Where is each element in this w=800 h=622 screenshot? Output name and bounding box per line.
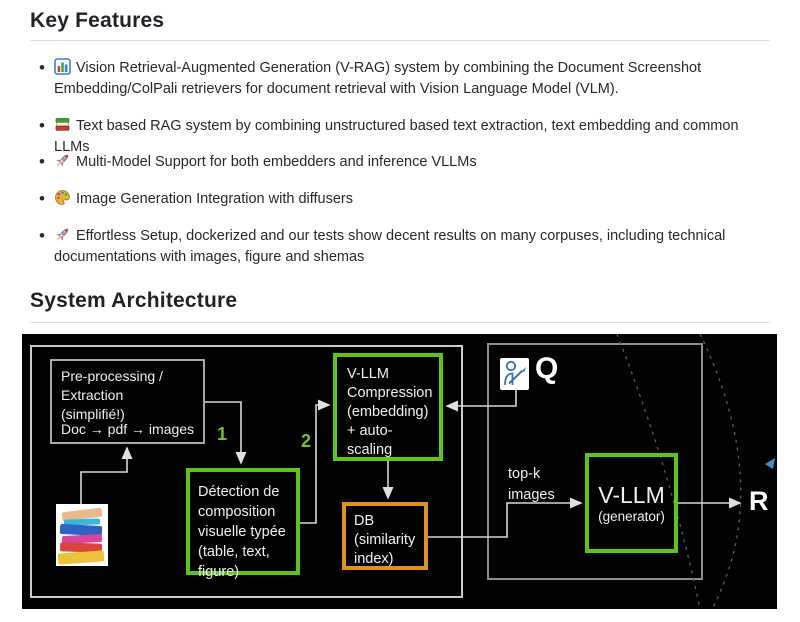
feature-text: Effortless Setup, dockerized and our tests show decent results on many corpuses, including technical documentations with images, figure and shemas [54, 228, 726, 265]
key-features-heading: Key Features [30, 9, 165, 32]
doc-pipeline-label: Doc → pdf → images [61, 421, 195, 437]
compression-box: V-LLM Compression (embedding) + auto- scaling [333, 353, 443, 461]
response-label: R [749, 486, 769, 516]
feature-text: Vision Retrieval-Augmented Generation (V-RAG) system by combining the Document Screenshot Embedding/ColPali retrievers for document retrieval with Vision Language Model (VLM). [54, 60, 702, 97]
step-2-label: 2 [301, 431, 312, 451]
feature-item [54, 226, 776, 268]
architecture-diagram[interactable] [22, 334, 777, 609]
detection-box: Détection de composition visuelle typée (table, text, figure) [186, 468, 300, 575]
books-icon [54, 116, 71, 133]
topk-label: top-k images [508, 466, 555, 503]
generator-box: V-LLM (generator) [585, 453, 678, 553]
feature-item [54, 152, 776, 173]
feature-text: Image Generation Integration with diffusers [76, 191, 354, 207]
query-label: Q [535, 352, 559, 385]
step-1-label: 1 [217, 424, 228, 444]
bar-chart-icon [54, 58, 71, 75]
book-stack-icon [56, 504, 108, 566]
feature-text: Text based RAG system by combining unstructured based text extraction, text embedding and common LLMs [54, 118, 739, 155]
rocket-icon [54, 152, 71, 169]
db-box: DB (similarity index) [342, 502, 428, 570]
person-writing-icon [500, 358, 529, 390]
section-divider [30, 322, 770, 323]
rocket-icon [54, 226, 71, 243]
feature-item [54, 58, 776, 100]
feature-text: Multi-Model Support for both embedders and inference VLLMs [76, 154, 477, 170]
section-divider [30, 40, 770, 41]
preprocessing-box: Pre-processing / Extraction (simplifié!) Doc → pdf → images [50, 359, 205, 444]
palette-icon [54, 189, 71, 206]
blue-cursor-arrow [765, 458, 775, 469]
system-architecture-heading: System Architecture [30, 289, 238, 312]
feature-item [54, 189, 776, 210]
